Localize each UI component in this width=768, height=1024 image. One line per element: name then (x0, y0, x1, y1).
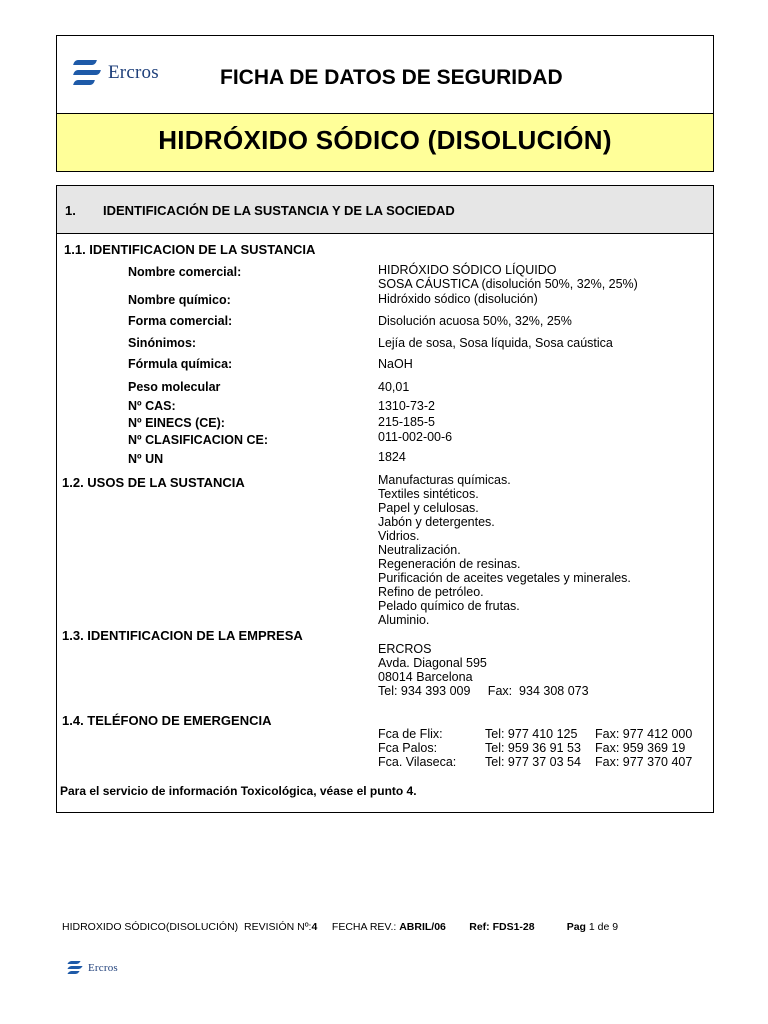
emergency-tel: Tel: 977 37 03 54 (485, 755, 581, 769)
footer-ref: Ref: FDS1-28 (469, 921, 535, 933)
ercros-logo (74, 58, 159, 88)
field-value: Hidróxido sódico (disolución) (378, 292, 538, 306)
section-header (57, 186, 713, 234)
emergency-fax: Fax: 959 369 19 (595, 741, 686, 755)
footer-page-num: 1 (588, 921, 595, 933)
header-box (56, 35, 714, 172)
emergency-site: Fca. Vilaseca: (378, 755, 457, 769)
product-title: HIDRÓXIDO SÓDICO (DISOLUCIÓN) (158, 125, 612, 155)
field-value: NaOH (378, 357, 413, 371)
emergency-tel: Tel: 959 36 91 53 (485, 741, 581, 755)
field-label: Sinónimos: (128, 336, 197, 350)
section-number: 1. (65, 203, 76, 218)
footer-doc: HIDROXIDO SÓDICO(DISOLUCIÓN) (62, 921, 239, 933)
toxicology-note: Para el servicio de información Toxicológica, véase el punto 4. (60, 784, 417, 798)
field-value: 1310-73-2 (378, 399, 435, 413)
emergency-fax: Fax: 977 370 407 (595, 755, 693, 769)
field-label: Nombre comercial: (128, 265, 242, 279)
field-value: HIDRÓXIDO SÓDICO LÍQUIDO SOSA CÁUSTICA (disolución 50%, 32%, 25%) (378, 263, 638, 291)
field-value: 1824 (378, 450, 406, 464)
footer-page-of: de 9 (597, 921, 619, 933)
emergency-site: Fca Palos: (378, 741, 438, 755)
ercros-logo-icon (74, 58, 102, 88)
section-title: IDENTIFICACIÓN DE LA SUSTANCIA Y DE LA SOCIEDAD (103, 203, 455, 218)
field-label: Nº CAS: (128, 399, 176, 413)
field-label: Forma comercial: (128, 314, 233, 328)
footer-rev-value: 4 (311, 921, 318, 933)
company-address: ERCROS Avda. Diagonal 595 08014 Barcelona Tel: 934 393 009 Fax: 934 308 073 (378, 642, 589, 698)
logo-text: Ercros (108, 62, 159, 83)
uses-list: Manufacturas químicas. Textiles sintéticos. Papel y celulosas. Jabón y detergentes. Vidrios. Neutralización. Regeneración de resinas. Purificación de aceites vegetales y minerales. Refino de petróleo. Pelado químico de frutas. Aluminio. (378, 473, 631, 627)
field-value: 011-002-00-6 (378, 430, 453, 444)
footer-page-label: Pag (566, 921, 586, 933)
emergency-fax: Fax: 977 412 000 (595, 727, 693, 741)
footer-rev-label: REVISIÓN Nº: (244, 921, 312, 933)
emergency-site: Fca de Flix: (378, 727, 443, 741)
field-value: Lejía de sosa, Sosa líquida, Sosa caústica (378, 336, 613, 350)
header-top (57, 36, 713, 114)
field-label: Fórmula química: (128, 357, 233, 371)
field-value: Disolución acuosa 50%, 32%, 25% (378, 314, 572, 328)
footer-logo-text: Ercros (88, 962, 118, 974)
field-label: Nº CLASIFICACION CE: (128, 433, 268, 447)
subsection-1-3: 1.3. IDENTIFICACION DE LA EMPRESA (62, 628, 303, 643)
subsection-1-4: 1.4. TELÉFONO DE EMERGENCIA (62, 713, 272, 728)
footer-logo (68, 960, 118, 976)
field-label: Nº EINECS (CE): (128, 416, 225, 430)
document-title: FICHA DE DATOS DE SEGURIDAD (220, 66, 563, 89)
product-band (57, 114, 713, 171)
footer-date-value: ABRIL/06 (399, 921, 446, 933)
page-footer (62, 921, 618, 933)
field-value: 40,01 (378, 380, 410, 394)
emergency-tel: Tel: 977 410 125 (485, 727, 578, 741)
footer-date-label: FECHA REV.: (331, 921, 397, 933)
subsection-1-1: 1.1. IDENTIFICACION DE LA SUSTANCIA (64, 242, 316, 257)
field-label: Nº UN (128, 452, 164, 466)
subsection-1-2: 1.2. USOS DE LA SUSTANCIA (62, 475, 245, 490)
field-value: 215-185-5 (378, 415, 435, 429)
field-label: Peso molecular (128, 380, 221, 394)
ercros-logo-icon (68, 960, 84, 976)
field-label: Nombre químico: (128, 293, 231, 307)
